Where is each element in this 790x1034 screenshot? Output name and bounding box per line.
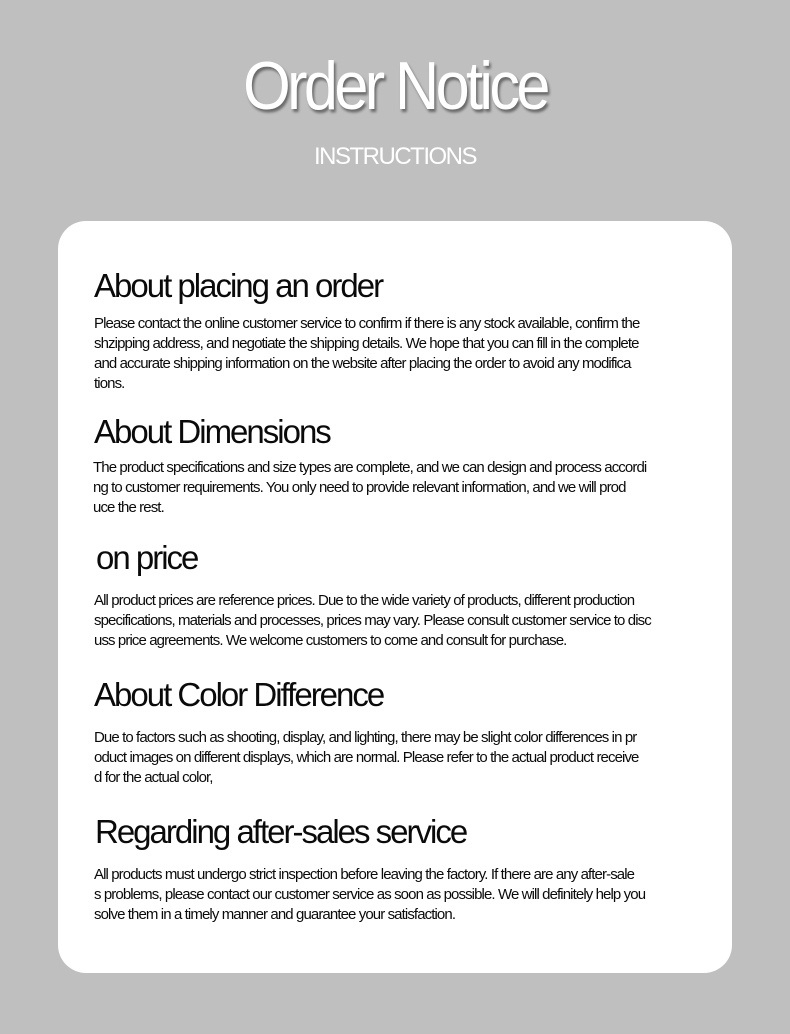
- section-body: All product prices are reference prices. Due to the wide variety of products, different production specifications, materials and processes, prices may vary. Please consult customer service to disc uss price agreements. We welcome customers to come and consult for purchase.: [94, 592, 651, 649]
- section-price: [96, 539, 696, 651]
- section-dimensions: [94, 413, 694, 518]
- section-body: Due to factors such as shooting, display, and lighting, there may be slight color differences in pr oduct images on different displays, which are normal. Please refer to the actual product receive d for the actual color,: [94, 729, 639, 786]
- section-body: All products must undergo strict inspection before leaving the factory. If there are any after-sale s problems, please contact our customer service as soon as possible. We will definitely help you solve them in a timely manner and guarantee your satisfaction.: [94, 866, 646, 923]
- section-heading: Regarding after-sales service: [95, 813, 467, 850]
- section-heading: on price: [96, 539, 198, 576]
- notice-card: [58, 221, 732, 973]
- section-body: Please contact the online customer service to confirm if there is any stock available, confirm the shzipping address, and negotiate the shipping details. We hope that you can fill in the complete and accurate shipping information on the website after placing the order to avoid any modifica tions.: [94, 315, 640, 392]
- section-heading: About placing an order: [94, 267, 383, 304]
- section-placing-order: [94, 267, 694, 394]
- section-heading: About Dimensions: [94, 413, 330, 450]
- section-body: The product specifications and size types are complete, and we can design and process accordi ng to customer requirements. You only need to provide relevant information, and we will prod uce the rest.: [93, 459, 647, 516]
- section-color-difference: [94, 676, 694, 788]
- section-heading: About Color Difference: [94, 676, 384, 713]
- page-title: Order Notice: [243, 48, 547, 124]
- section-after-sales: [95, 813, 695, 925]
- page-subtitle: INSTRUCTIONS: [314, 143, 476, 170]
